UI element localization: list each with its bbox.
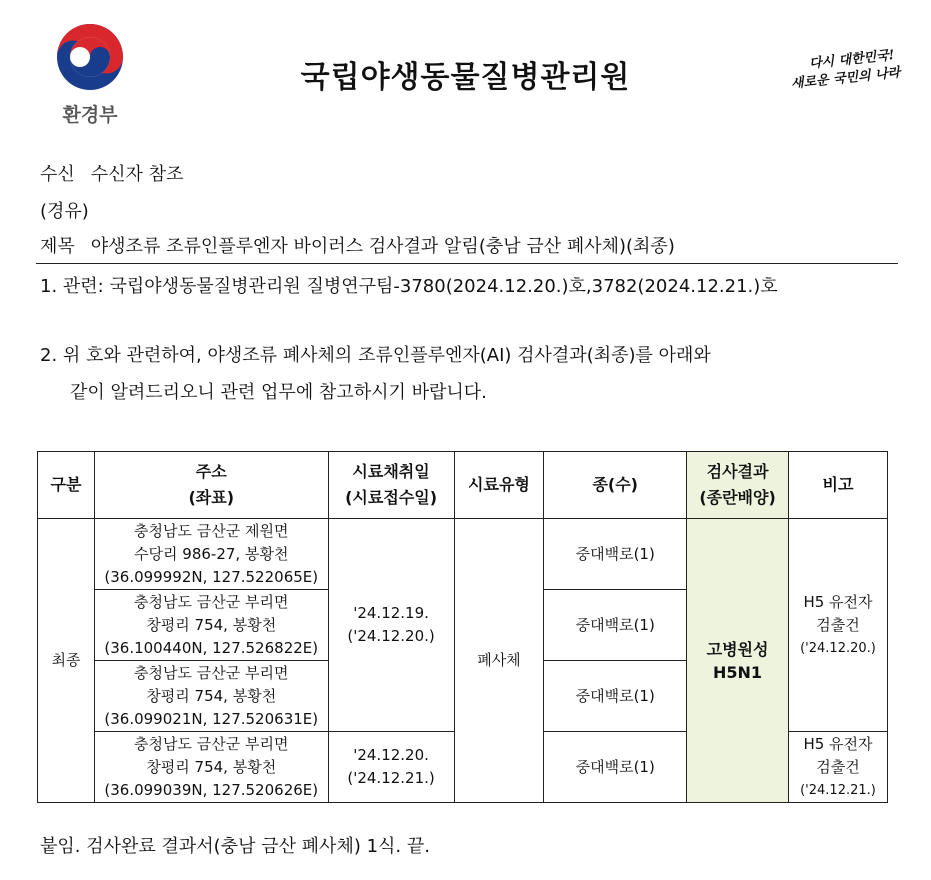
species-cell: 중대백로(1) (544, 590, 687, 661)
remark-line1: H5 유전자 (803, 734, 873, 753)
slogan-line2: 새로운 국민의 나라 (790, 65, 901, 92)
recipient-value: 수신자 참조 (90, 164, 184, 185)
header-remarks: 비고 (788, 452, 887, 519)
remark-line2: 검출건 (816, 757, 860, 776)
address-line1: 충청남도 금산군 부리면 (134, 663, 289, 682)
species-cell: 중대백로(1) (544, 661, 687, 732)
subject-row (40, 232, 675, 258)
category-cell: 최종 (38, 519, 95, 803)
paragraph-1: 1. 관련: 국립야생동물질병관리원 질병연구팀-3780(2024.12.20.)호,3782(2024.12.21.)호 (40, 276, 778, 297)
coordinates: (36.099992N, 127.522065E) (104, 567, 319, 586)
paragraph-2-line2: 같이 알려드리오니 관련 업무에 참고하시기 바랍니다. (70, 382, 487, 403)
header-date-line2: (시료접수일) (345, 488, 438, 507)
address-line2: 수당리 986-27, 봉황천 (134, 544, 289, 563)
table-header-row (38, 452, 888, 519)
remarks-cell (788, 519, 887, 732)
header-result-line1: 검사결과 (706, 462, 769, 481)
remark-line1: H5 유전자 (803, 592, 873, 611)
table-row (38, 519, 888, 590)
coordinates: (36.099039N, 127.520626E) (104, 780, 319, 799)
collection-date: '24.12.20. (353, 746, 429, 764)
header-address (94, 452, 328, 519)
address-cell (94, 732, 328, 803)
sample-type-cell: 폐사체 (454, 519, 544, 803)
species-cell: 중대백로(1) (544, 519, 687, 590)
address-line2: 창평리 754, 봉황천 (146, 757, 277, 776)
header-address-line1: 주소 (195, 462, 227, 481)
remark-line2: 검출건 (816, 615, 860, 634)
organization-title: 국립야생동물질병관리원 (300, 60, 631, 95)
header-species: 종(수) (544, 452, 687, 519)
attachment-line: 붙임. 검사완료 결과서(충남 금산 폐사체) 1식. 끝. (40, 836, 430, 857)
result-cell (687, 519, 789, 803)
header-date-line1: 시료채취일 (352, 462, 430, 481)
receipt-date: ('24.12.20.) (347, 627, 435, 645)
address-cell (94, 661, 328, 732)
remark-date: ('24.12.21.) (800, 782, 876, 798)
subject-value: 야생조류 조류인플루엔자 바이러스 검사결과 알림(충남 금산 폐사체)(최종) (90, 236, 675, 257)
address-line2: 창평리 754, 봉황천 (146, 686, 277, 705)
result-line1: 고병원성 (706, 639, 769, 659)
header-result (687, 452, 789, 519)
subject-label: 제목 (40, 236, 75, 257)
remark-date: ('24.12.20.) (800, 640, 876, 656)
receipt-date: ('24.12.21.) (347, 769, 435, 787)
via-row: (경유) (40, 201, 89, 222)
date-cell (328, 519, 454, 732)
recipient-row (40, 160, 183, 186)
date-cell (328, 732, 454, 803)
coordinates: (36.100440N, 127.526822E) (104, 638, 319, 657)
slogan-line1: 다시 대한민국! (808, 47, 896, 72)
address-line1: 충청남도 금산군 제원면 (134, 521, 289, 540)
address-line1: 충청남도 금산군 부리면 (134, 734, 289, 753)
ministry-name: 환경부 (62, 104, 118, 126)
address-cell (94, 519, 328, 590)
collection-date: '24.12.19. (353, 604, 429, 622)
recipient-label: 수신 (40, 164, 75, 185)
address-line2: 창평리 754, 봉황천 (146, 615, 277, 634)
header-sample-type: 시료유형 (454, 452, 544, 519)
header-category: 구분 (38, 452, 95, 519)
remarks-cell (788, 732, 887, 803)
address-cell (94, 590, 328, 661)
header-address-line2: (좌표) (188, 488, 235, 507)
header-date (328, 452, 454, 519)
coordinates: (36.099021N, 127.520631E) (104, 709, 319, 728)
paragraph-2 (40, 337, 902, 411)
address-line1: 충청남도 금산군 부리면 (134, 592, 289, 611)
header-result-line2: (종란배양) (699, 488, 776, 507)
species-cell: 중대백로(1) (544, 732, 687, 803)
result-line2: H5N1 (713, 662, 763, 682)
header-divider (36, 263, 898, 264)
paragraph-2-line1: 2. 위 호와 관련하여, 야생조류 폐사체의 조류인플루엔자(AI) 검사결과(최종)를 아래와 (40, 345, 711, 366)
result-table (37, 451, 888, 803)
